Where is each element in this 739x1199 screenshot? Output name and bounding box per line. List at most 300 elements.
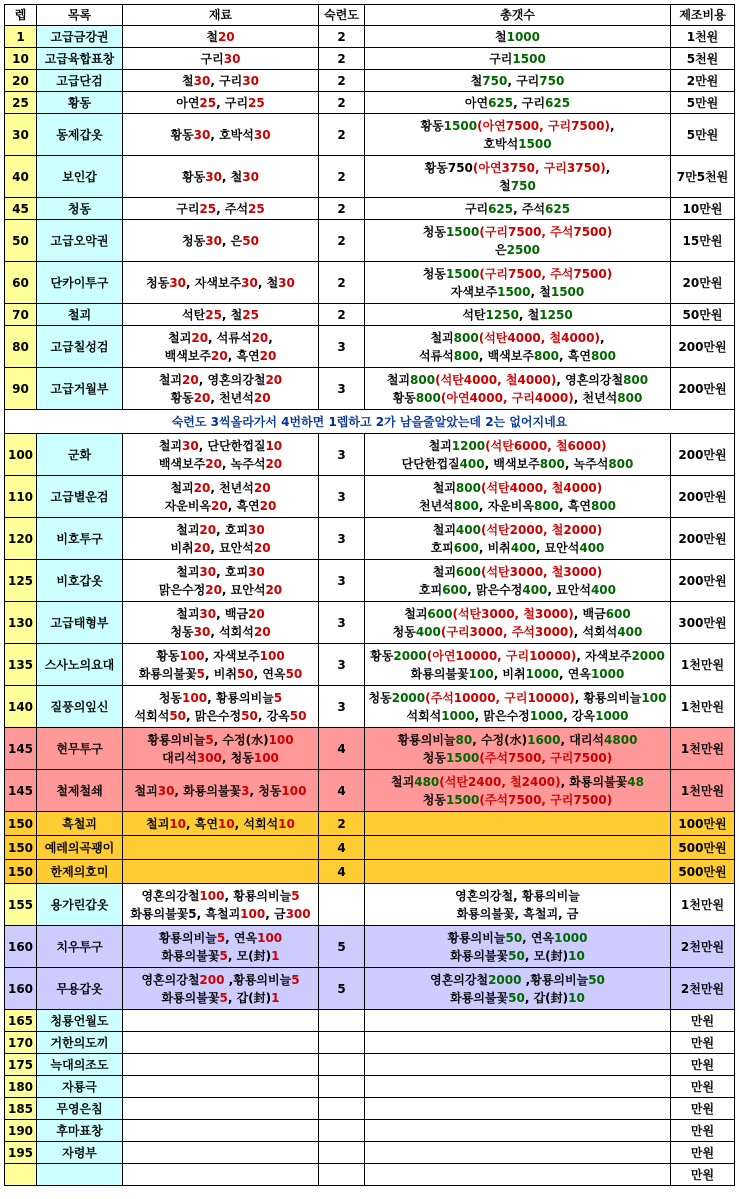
text-segment: 20	[205, 456, 222, 471]
item-name-cell: 군화	[37, 434, 123, 476]
text-segment: 1500	[443, 118, 478, 133]
text-segment: 황동750	[424, 160, 473, 175]
materials-cell	[123, 48, 319, 70]
level-cell: 190	[5, 1120, 37, 1142]
text-segment: 600	[442, 582, 468, 597]
text-segment: 철	[495, 29, 507, 44]
skill-cell: 2	[319, 812, 365, 836]
text-segment: 철	[499, 178, 511, 193]
level-cell: 170	[5, 1032, 37, 1054]
text-segment: (아연3750, 구리3750)	[472, 160, 606, 175]
table-row	[5, 70, 735, 92]
skill-cell: 3	[319, 518, 365, 560]
table-row	[5, 1010, 735, 1032]
level-cell: 150	[5, 836, 37, 860]
materials-cell	[123, 92, 319, 114]
text-segment: , 연옥	[559, 666, 591, 681]
text-segment: 800	[608, 456, 634, 471]
text-segment: 30	[157, 783, 175, 798]
text-segment: , 맑은수정	[186, 708, 242, 723]
text-segment: 20	[259, 348, 277, 363]
text-segment: 4800	[604, 732, 638, 747]
text-segment: 철괴	[170, 480, 194, 495]
level-cell: 45	[5, 198, 37, 220]
text-segment: , 구리	[216, 95, 249, 110]
text-segment: 5	[205, 732, 214, 747]
text-segment: , 청동	[221, 750, 254, 765]
text-segment: 철괴	[432, 564, 456, 579]
totals-cell	[365, 156, 671, 198]
skill-cell	[319, 1098, 365, 1120]
skill-cell: 2	[319, 262, 365, 304]
text-segment: 625	[488, 95, 514, 110]
item-name-cell: 자령부	[37, 1142, 123, 1164]
materials-cell	[123, 368, 319, 410]
text-segment: 화룡의불꽃	[161, 948, 220, 963]
text-segment: , 모(封)	[524, 948, 569, 963]
text-segment: , 백금	[573, 606, 606, 621]
totals-cell	[365, 1010, 671, 1032]
header-materials: 재료	[123, 5, 319, 26]
level-cell: 1	[5, 26, 37, 48]
text-segment: 50	[285, 666, 303, 681]
cost-cell: 2만원	[671, 70, 735, 92]
text-segment: (석탄3000, 철3000)	[452, 606, 574, 621]
text-segment: , 천년석	[210, 480, 254, 495]
skill-cell: 3	[319, 602, 365, 644]
text-segment: 50	[241, 708, 258, 723]
materials-cell	[123, 926, 319, 968]
text-segment: 2000	[391, 690, 426, 705]
table-row	[5, 1164, 735, 1186]
text-segment: 화룡의불꽃	[138, 666, 197, 681]
item-name-cell: 무용갑옷	[37, 968, 123, 1010]
text-segment: 청동	[422, 224, 446, 239]
level-cell: 145	[5, 770, 37, 812]
text-segment: ,	[605, 160, 611, 175]
text-segment: 10	[217, 816, 235, 831]
text-segment: 400	[455, 522, 481, 537]
text-segment: 30	[248, 564, 265, 579]
text-segment: ,	[599, 330, 605, 345]
text-segment: (석탄6000, 철6000)	[485, 438, 607, 453]
materials-cell	[123, 644, 319, 686]
totals-cell	[365, 926, 671, 968]
text-segment: 400	[617, 624, 643, 639]
text-segment: 800	[533, 348, 560, 363]
text-segment: 철괴	[176, 606, 200, 621]
item-name-cell: 비호투구	[37, 518, 123, 560]
skill-cell	[319, 1142, 365, 1164]
text-segment: 석회석	[134, 708, 170, 723]
text-segment: , 단단한껍질	[198, 438, 266, 453]
text-segment: 50	[236, 666, 254, 681]
table-row	[5, 770, 735, 812]
text-segment: 30	[169, 275, 187, 290]
text-segment: 100	[240, 906, 266, 921]
table-row	[5, 602, 735, 644]
text-segment: 자색보주	[450, 284, 498, 299]
text-segment: , 비취	[493, 666, 526, 681]
cost-cell: 1천만원	[671, 728, 735, 770]
text-segment: , 수정(水)	[213, 732, 269, 747]
text-segment: 5	[196, 666, 206, 681]
skill-cell: 2	[319, 198, 365, 220]
item-name-cell: 고급거월부	[37, 368, 123, 410]
cost-cell: 200만원	[671, 560, 735, 602]
text-segment: 구리	[200, 51, 224, 66]
text-segment: 철괴	[168, 330, 192, 345]
text-segment: (석탄4000, 철4000)	[480, 480, 603, 495]
text-segment: 2500	[506, 242, 540, 257]
header-totals: 총갯수	[365, 5, 671, 26]
skill-cell: 3	[319, 434, 365, 476]
text-segment: , 구리	[513, 95, 546, 110]
totals-cell	[365, 1120, 671, 1142]
text-segment: 철괴	[404, 606, 428, 621]
item-name-cell: 철괴	[37, 304, 123, 326]
text-segment: 5	[273, 690, 283, 705]
table-row	[5, 156, 735, 198]
text-segment: 750	[482, 73, 508, 88]
text-segment: 철괴	[176, 564, 200, 579]
materials-cell	[123, 884, 319, 926]
cost-cell: 만원	[671, 1098, 735, 1120]
cost-cell: 만원	[671, 1076, 735, 1098]
materials-cell	[123, 560, 319, 602]
text-segment: 800	[590, 348, 616, 363]
skill-cell: 4	[319, 860, 365, 884]
text-segment: 5	[219, 948, 228, 963]
skill-cell: 3	[319, 326, 365, 368]
cost-cell: 200만원	[671, 434, 735, 476]
text-segment: 영혼의강철	[141, 972, 200, 987]
text-segment: 단단한껍질	[401, 456, 460, 471]
text-segment: , 강옥	[257, 708, 290, 723]
text-segment: 철괴	[432, 480, 456, 495]
text-segment: , 구리	[507, 73, 540, 88]
totals-cell	[365, 812, 671, 836]
item-name-cell: 고급단검	[37, 70, 123, 92]
level-cell: 120	[5, 518, 37, 560]
materials-cell	[123, 220, 319, 262]
skill-cell	[319, 1010, 365, 1032]
totals-cell	[365, 968, 671, 1010]
skill-cell	[319, 884, 365, 926]
cost-cell: 5만원	[671, 114, 735, 156]
text-segment: , 철	[530, 284, 551, 299]
text-segment: , 수정(水)	[472, 732, 528, 747]
level-cell: 175	[5, 1054, 37, 1076]
table-row	[5, 1076, 735, 1098]
text-segment: 호박석	[483, 136, 519, 151]
text-segment: 은	[495, 242, 507, 257]
text-segment: 20	[191, 330, 209, 345]
text-segment: 영혼의강철	[430, 972, 489, 987]
text-segment: 10	[568, 948, 585, 963]
text-segment: 화룡의불꽃	[410, 666, 469, 681]
text-segment: 30	[193, 624, 211, 639]
totals-cell	[365, 198, 671, 220]
table-row	[5, 518, 735, 560]
skill-cell: 3	[319, 476, 365, 518]
text-segment: 백색보주	[164, 348, 212, 363]
text-segment: 20	[253, 624, 271, 639]
materials-cell	[123, 156, 319, 198]
text-segment: 30	[182, 438, 199, 453]
skill-cell: 2	[319, 48, 365, 70]
text-segment: 맑은수정	[158, 582, 206, 597]
text-segment: 1000	[525, 666, 560, 681]
totals-cell	[365, 884, 671, 926]
text-segment: 800	[617, 390, 643, 405]
text-segment: 석류석	[419, 348, 454, 363]
item-name-cell: 단카이투구	[37, 262, 123, 304]
materials-cell	[123, 476, 319, 518]
text-segment: , 자색보주	[186, 275, 242, 290]
text-segment: (주석10000, 구리10000)	[425, 690, 575, 705]
text-segment: , 백색보주	[484, 456, 540, 471]
materials-cell	[123, 198, 319, 220]
text-segment: 30	[193, 127, 211, 142]
text-segment: 철괴	[146, 816, 170, 831]
totals-cell	[365, 368, 671, 410]
text-segment: , 영혼의강철	[198, 372, 266, 387]
text-segment: 1500	[445, 750, 480, 765]
text-segment: 100	[641, 690, 667, 705]
text-segment: 화룡의불꽃	[450, 990, 509, 1005]
skill-cell: 2	[319, 220, 365, 262]
text-segment: 800	[455, 480, 481, 495]
text-segment: 청동	[158, 690, 183, 705]
text-segment: , 영혼의강철	[556, 372, 624, 387]
table-row	[5, 884, 735, 926]
text-segment: 50	[508, 948, 525, 963]
text-segment: 황동	[170, 127, 194, 142]
text-segment: 400	[459, 456, 485, 471]
text-segment: 철괴	[391, 774, 415, 789]
totals-cell	[365, 1098, 671, 1120]
cost-cell: 1천만원	[671, 644, 735, 686]
header-row	[5, 5, 735, 26]
text-segment: , 철	[518, 307, 540, 322]
text-segment: 400	[510, 540, 536, 555]
text-segment: 1250	[485, 307, 519, 322]
text-segment: 480	[414, 774, 440, 789]
skill-cell: 5	[319, 926, 365, 968]
cost-cell: 500만원	[671, 860, 735, 884]
table-row	[5, 926, 735, 968]
text-segment: , 석회석	[234, 816, 279, 831]
totals-cell	[365, 1076, 671, 1098]
skill-cell: 2	[319, 26, 365, 48]
text-segment: 30	[278, 275, 295, 290]
text-segment: 20	[253, 390, 271, 405]
text-segment: , 철	[221, 307, 243, 322]
text-segment: 50	[169, 708, 187, 723]
text-segment: 1000	[506, 29, 540, 44]
materials-cell	[123, 1076, 319, 1098]
totals-cell	[365, 1032, 671, 1054]
text-segment: , 모(封)	[227, 948, 272, 963]
text-segment: 화룡의불꽃	[450, 948, 509, 963]
materials-cell	[123, 304, 319, 326]
item-name-cell: 질풍의잎신	[37, 686, 123, 728]
materials-cell	[123, 602, 319, 644]
text-segment: ,	[268, 330, 273, 345]
text-segment: 100	[199, 888, 225, 903]
text-segment: 1000	[441, 708, 475, 723]
totals-cell	[365, 326, 671, 368]
text-segment: 30	[199, 606, 217, 621]
totals-cell	[365, 1164, 671, 1186]
text-segment: 100	[253, 750, 279, 765]
text-segment: 30	[193, 73, 211, 88]
skill-cell: 2	[319, 92, 365, 114]
text-segment: 1000	[595, 708, 629, 723]
level-cell: 60	[5, 262, 37, 304]
text-segment: (구리7500, 주석7500)	[479, 224, 613, 239]
materials-cell	[123, 686, 319, 728]
text-segment: , 비취	[478, 540, 511, 555]
table-row	[5, 1142, 735, 1164]
cost-cell: 만원	[671, 1010, 735, 1032]
text-segment: , 흑연	[559, 348, 591, 363]
text-segment: 철괴	[386, 372, 411, 387]
text-segment: 800	[590, 498, 616, 513]
text-segment: 5	[291, 888, 300, 903]
totals-cell	[365, 114, 671, 156]
text-segment: 48	[627, 774, 644, 789]
text-segment: 300	[196, 750, 222, 765]
text-segment: 1500	[445, 792, 480, 807]
totals-cell	[365, 262, 671, 304]
text-segment: 30	[248, 522, 265, 537]
level-cell: 90	[5, 368, 37, 410]
item-name-cell: 거한의도끼	[37, 1032, 123, 1054]
text-segment: 황동	[370, 648, 394, 663]
text-segment: 호피	[419, 582, 443, 597]
text-segment: 황룡의비늘	[147, 732, 206, 747]
item-name-cell	[37, 1164, 123, 1186]
text-segment: , 백금	[216, 606, 249, 621]
text-segment: 1500	[512, 51, 546, 66]
text-segment: , 묘안석	[210, 540, 254, 555]
text-segment: 자운비옥	[164, 498, 212, 513]
materials-cell	[123, 434, 319, 476]
cost-cell: 200만원	[671, 476, 735, 518]
text-segment: 1000	[529, 708, 564, 723]
text-segment: 철	[182, 73, 194, 88]
text-segment: , 호박석	[210, 127, 254, 142]
cost-cell: 만원	[671, 1164, 735, 1186]
text-segment: 25	[199, 95, 217, 110]
item-name-cell: 용가린갑옷	[37, 884, 123, 926]
item-name-cell: 청룡언월도	[37, 1010, 123, 1032]
text-segment: , 석회석	[573, 624, 618, 639]
skill-cell: 2	[319, 114, 365, 156]
text-segment: (주석7500, 구리7500)	[479, 792, 613, 807]
level-cell: 100	[5, 434, 37, 476]
item-name-cell: 청동	[37, 198, 123, 220]
materials-cell	[123, 860, 319, 884]
text-segment: 2000	[488, 972, 522, 987]
level-cell: 180	[5, 1076, 37, 1098]
text-segment: 800	[453, 330, 479, 345]
text-segment: 30	[253, 127, 271, 142]
text-segment: 20	[259, 498, 277, 513]
text-segment: , 묘안석	[535, 540, 580, 555]
text-segment: 100	[281, 783, 307, 798]
table-row	[5, 48, 735, 70]
text-segment: 800	[453, 348, 479, 363]
text-segment: 600	[453, 540, 479, 555]
materials-cell	[123, 1098, 319, 1120]
materials-cell	[123, 1164, 319, 1186]
text-segment: , 금	[265, 906, 286, 921]
text-segment: , 철	[257, 275, 279, 290]
level-cell: 195	[5, 1142, 37, 1164]
text-segment: , 흑연	[227, 498, 260, 513]
text-segment: 1	[271, 990, 280, 1005]
text-segment: , 묘안석	[547, 582, 591, 597]
cost-cell: 100만원	[671, 812, 735, 836]
text-segment: 20	[248, 606, 265, 621]
item-name-cell: 무영은침	[37, 1098, 123, 1120]
text-segment: 750	[539, 73, 565, 88]
level-cell: 165	[5, 1010, 37, 1032]
text-segment: , 황룡의비늘	[224, 888, 292, 903]
text-segment: 30	[199, 564, 217, 579]
text-segment: , 강옥	[563, 708, 596, 723]
cost-cell: 1천원	[671, 26, 735, 48]
text-segment: 10	[568, 990, 585, 1005]
text-segment: 80	[455, 732, 473, 747]
cost-cell: 200만원	[671, 368, 735, 410]
text-segment: 백색보주	[158, 456, 206, 471]
level-cell: 70	[5, 304, 37, 326]
text-segment: 10	[169, 816, 187, 831]
crafting-table-body	[5, 5, 735, 1186]
skill-cell: 4	[319, 836, 365, 860]
text-segment: 600	[427, 606, 453, 621]
text-segment: 20	[193, 390, 211, 405]
materials-cell	[123, 770, 319, 812]
text-segment: 50	[508, 990, 525, 1005]
level-cell	[5, 1164, 37, 1186]
item-name-cell: 고급별운검	[37, 476, 123, 518]
level-cell: 40	[5, 156, 37, 198]
item-name-cell: 치우투구	[37, 926, 123, 968]
text-segment: , 은	[221, 233, 243, 248]
level-cell: 150	[5, 812, 37, 836]
text-segment: 1500	[445, 224, 480, 239]
text-segment: 100	[179, 648, 205, 663]
text-segment: 2000	[393, 648, 427, 663]
text-segment: (주석7500, 구리7500)	[479, 750, 613, 765]
level-cell: 110	[5, 476, 37, 518]
text-segment: 20	[217, 29, 235, 44]
text-segment: 50	[588, 972, 605, 987]
text-segment: 800	[533, 498, 560, 513]
table-row	[5, 686, 735, 728]
text-segment: 황동	[182, 169, 206, 184]
cost-cell: 만원	[671, 1054, 735, 1076]
cost-cell: 20만원	[671, 262, 735, 304]
table-row	[5, 860, 735, 884]
item-name-cell: 스사노의요대	[37, 644, 123, 686]
level-cell: 20	[5, 70, 37, 92]
